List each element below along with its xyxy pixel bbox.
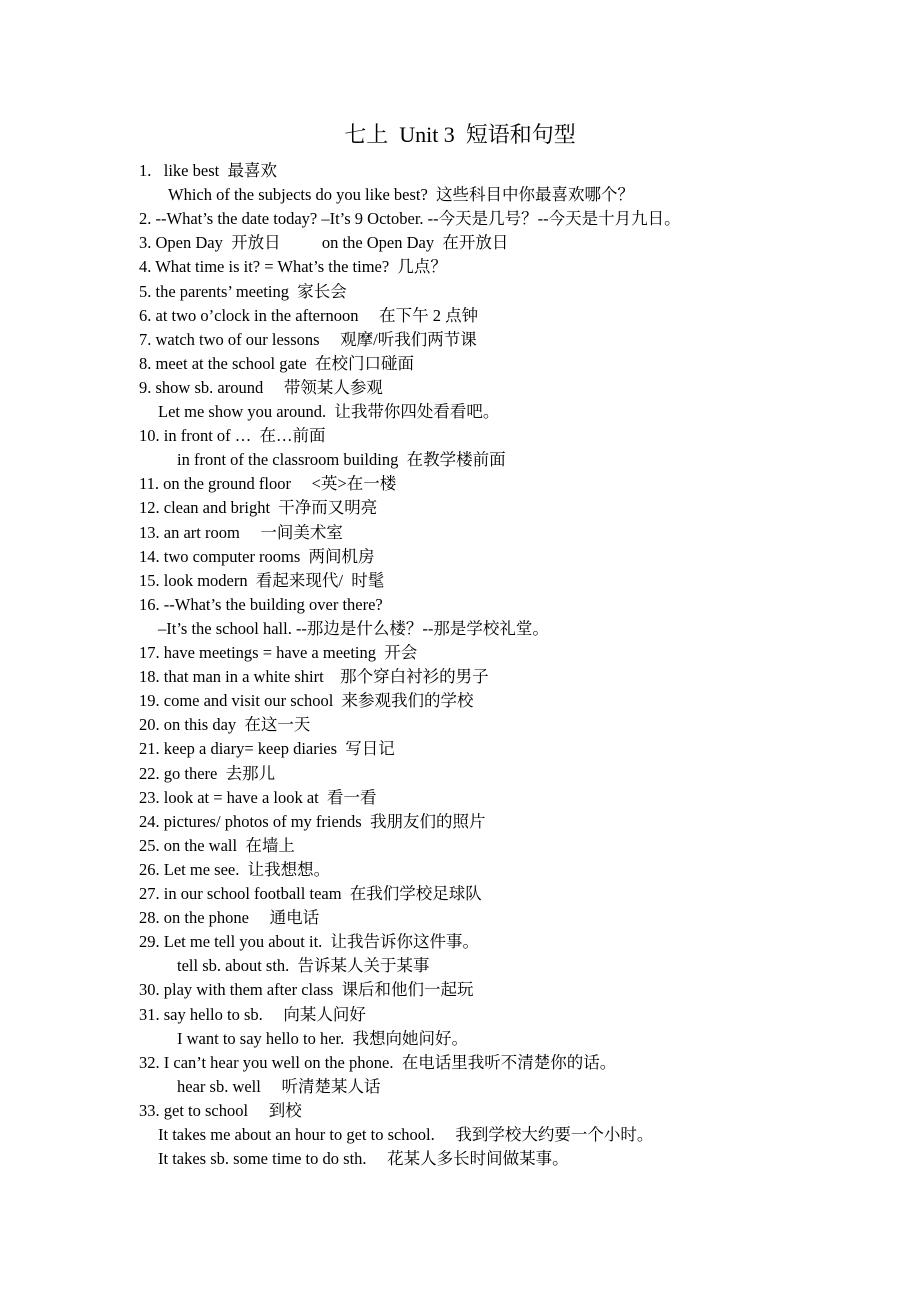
phrase-line: 22. go there 去那儿 — [139, 763, 276, 783]
phrase-line: in front of the classroom building 在教学楼前面 — [177, 450, 506, 470]
phrase-line: 6. at two o’clock in the afternoon 在下午 2 点钟 — [139, 305, 479, 325]
phrase-line: It takes me about an hour to get to school. 我到学校大约要一个小时。 — [158, 1125, 654, 1144]
phrase-line: 19. come and visit our school 来参观我们的学校 — [139, 691, 474, 711]
phrase-line: 23. look at = have a look at 看一看 — [139, 787, 377, 807]
phrase-line: 24. pictures/ photos of my friends 我朋友们的照片 — [139, 811, 486, 831]
phrase-line: 3. Open Day 开放日 on the Open Day 在开放日 — [139, 233, 509, 253]
page-title: 七上 Unit 3 短语和句型 — [344, 122, 576, 147]
phrase-line: Let me show you around. 让我带你四处看看吧。 — [158, 402, 500, 421]
phrase-line: 18. that man in a white shirt 那个穿白衬衫的男子 — [139, 667, 489, 687]
phrase-line: 20. on this day 在这一天 — [139, 715, 311, 735]
phrase-line: 13. an art room 一间美术室 — [139, 522, 343, 542]
phrase-line: Which of the subjects do you like best? 这些科目中你最喜欢哪个？ — [168, 185, 635, 205]
phrase-line: 27. in our school football team 在我们学校足球队 — [139, 884, 482, 903]
phrase-line: 8. meet at the school gate 在校门口碰面 — [139, 353, 414, 373]
phrase-line: hear sb. well 听清楚某人话 — [177, 1076, 381, 1096]
phrase-line: 25. on the wall 在墙上 — [139, 835, 295, 855]
phrase-line: 16. --What’s the building over there? — [139, 594, 383, 614]
phrase-line: 11. on the ground floor <英>在一楼 — [139, 474, 397, 494]
phrase-line: 14. two computer rooms 两间机房 — [139, 546, 375, 566]
phrase-line: 26. Let me see. 让我想想。 — [139, 859, 331, 879]
phrase-line: 2. --What’s the date today? –It’s 9 October. --今天是几号？--今天是十月九日。 — [139, 209, 681, 229]
phrase-line: It takes sb. some time to do sth. 花某人多长时间做某事。 — [158, 1149, 569, 1169]
phrase-line: 1. like best 最喜欢 — [139, 161, 277, 180]
phrase-line: 21. keep a diary= keep diaries 写日记 — [139, 739, 395, 759]
phrase-line: 12. clean and bright 干净而又明亮 — [139, 498, 378, 518]
phrase-line: 32. I can’t hear you well on the phone. 在电话里我听不清楚你的话。 — [139, 1052, 617, 1072]
phrase-line: –It’s the school hall. --那边是什么楼？--那是学校礼堂。 — [158, 618, 549, 638]
phrase-line: 7. watch two of our lessons 观摩/听我们两节课 — [139, 329, 477, 349]
phrase-line: 5. the parents’ meeting 家长会 — [139, 281, 347, 301]
phrase-line: 30. play with them after class 课后和他们一起玩 — [139, 980, 474, 1000]
phrase-line: 4. What time is it? = What’s the time? 几点？ — [139, 257, 447, 277]
phrase-line: 15. look modern 看起来现代/ 时髦 — [139, 570, 385, 590]
phrase-line: I want to say hello to her. 我想向她问好。 — [177, 1028, 469, 1048]
phrase-line: 33. get to school 到校 — [139, 1100, 302, 1120]
phrase-line: 17. have meetings = have a meeting 开会 — [139, 643, 418, 662]
phrase-line: tell sb. about sth. 告诉某人关于某事 — [177, 956, 430, 976]
phrase-line: 28. on the phone 通电话 — [139, 908, 320, 928]
phrase-line: 9. show sb. around 带领某人参观 — [139, 377, 383, 397]
phrase-line: 29. Let me tell you about it. 让我告诉你这件事。 — [139, 932, 480, 952]
phrase-line: 10. in front of … 在…前面 — [139, 426, 326, 446]
phrase-line: 31. say hello to sb. 向某人问好 — [139, 1004, 366, 1024]
